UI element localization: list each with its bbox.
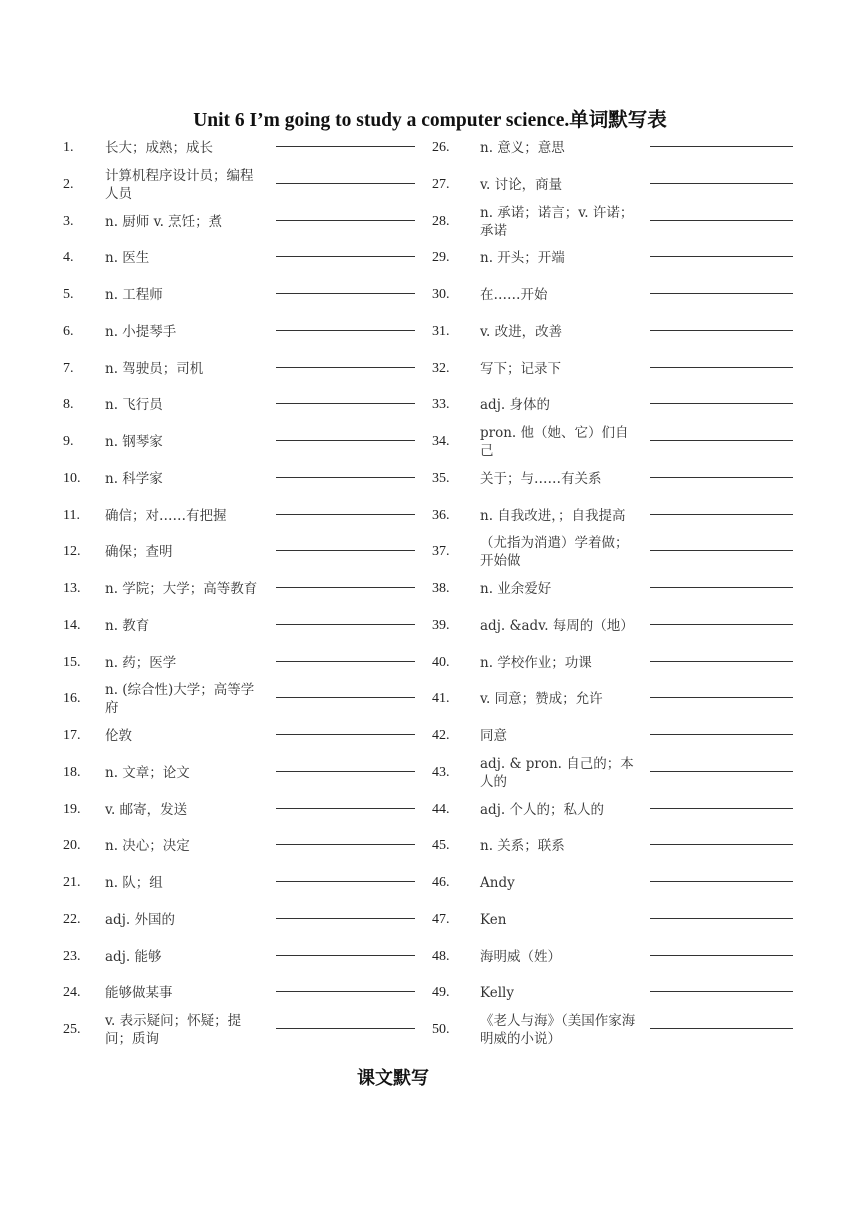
answer-line[interactable] [276, 293, 415, 294]
entry-definition: 长大；成熟；成长 [105, 140, 213, 156]
answer-line[interactable] [276, 991, 415, 992]
answer-line[interactable] [650, 183, 793, 184]
entry-definition: 关于；与……有关系 [480, 470, 602, 487]
table-row [0, 828, 860, 864]
entry-definition: 伦敦 [105, 728, 132, 744]
table-row [0, 645, 860, 681]
answer-line[interactable] [650, 624, 793, 625]
table-row [0, 608, 860, 644]
answer-line[interactable] [276, 330, 415, 331]
answer-line[interactable] [650, 918, 793, 919]
answer-line[interactable] [276, 403, 415, 404]
entry-number: 14. [63, 617, 81, 633]
answer-line[interactable] [650, 220, 793, 221]
answer-line[interactable] [276, 808, 415, 809]
entry-number: 50. [432, 1022, 450, 1037]
entry-definition: n. 承诺；诺言；v. 许诺；承诺 [480, 204, 634, 239]
entry-definition: n. 驾驶员；司机 [105, 360, 204, 377]
entry-definition: Andy [480, 875, 515, 891]
entry-number: 12. [63, 544, 81, 560]
answer-line[interactable] [276, 477, 415, 478]
answer-line[interactable] [650, 146, 793, 147]
entry-number: 34. [432, 434, 450, 449]
entry-definition: 在……开始 [480, 287, 548, 303]
answer-line[interactable] [276, 881, 415, 882]
entry-definition: n. 小提琴手 [105, 323, 177, 340]
answer-line[interactable] [276, 514, 415, 515]
table-row [0, 461, 860, 497]
page-title: Unit 6 I’m going to study a computer science.单词默写表 [193, 110, 667, 131]
answer-line[interactable] [650, 734, 793, 735]
answer-line[interactable] [650, 587, 793, 588]
table-row [0, 755, 860, 791]
answer-line[interactable] [276, 587, 415, 588]
entry-number: 2. [63, 176, 74, 192]
entry-definition: n. 教育 [105, 617, 150, 634]
answer-line[interactable] [276, 697, 415, 698]
entry-definition: v. 改进，改善 [480, 323, 563, 340]
answer-line[interactable] [650, 440, 793, 441]
answer-line[interactable] [276, 146, 415, 147]
entry-number: 1. [63, 140, 74, 155]
entry-definition: n. 药；医学 [105, 654, 177, 671]
entry-number: 47. [432, 911, 450, 927]
table-row [0, 314, 860, 350]
entry-number: 9. [63, 434, 74, 449]
entry-number: 7. [63, 360, 74, 376]
entry-number: 4. [63, 250, 74, 266]
entry-number: 6. [63, 323, 74, 339]
entry-number: 19. [63, 801, 81, 817]
entry-definition: 写下；记录下 [480, 360, 561, 377]
entry-number: 32. [432, 360, 450, 376]
answer-line[interactable] [650, 808, 793, 809]
entry-definition: adj. &adv. 每周的（地） [480, 617, 634, 634]
entry-definition: pron. 他（她、它）们自己 [480, 425, 629, 459]
answer-line[interactable] [650, 256, 793, 257]
entry-definition: adj. 外国的 [105, 911, 175, 928]
table-row [0, 975, 860, 1011]
entry-definition: n. 工程师 [105, 287, 163, 303]
entry-number: 24. [63, 985, 81, 1001]
entry-number: 18. [63, 764, 81, 780]
entry-definition: n. 队；组 [105, 875, 163, 891]
entry-definition: n. 学院；大学；高等教育 [105, 581, 258, 597]
answer-line[interactable] [650, 771, 793, 772]
answer-line[interactable] [650, 991, 793, 992]
entry-definition: 能够做某事 [105, 985, 173, 1002]
table-row [0, 571, 860, 607]
entry-definition: 海明威（姓） [480, 948, 561, 965]
answer-line[interactable] [650, 550, 793, 551]
answer-line[interactable] [650, 881, 793, 882]
answer-line[interactable] [650, 367, 793, 368]
entry-number: 48. [432, 948, 450, 964]
table-row [0, 865, 860, 901]
entry-number: 41. [432, 691, 450, 707]
entry-definition: v. 讨论，商量 [480, 176, 563, 193]
entry-definition: 《老人与海》（美国作家海明威的小说） [480, 1013, 636, 1047]
entry-number: 45. [432, 838, 450, 854]
answer-line[interactable] [276, 624, 415, 625]
entry-number: 49. [432, 985, 450, 1001]
answer-line[interactable] [276, 955, 415, 956]
entry-number: 38. [432, 581, 450, 596]
table-row [0, 387, 860, 423]
table-row [0, 130, 860, 166]
answer-line[interactable] [650, 330, 793, 331]
entry-definition: n. 决心；决定 [105, 838, 190, 855]
entry-definition: n. 医生 [105, 250, 150, 267]
answer-line[interactable] [650, 403, 793, 404]
entry-definition: n. 厨师 v. 烹饪；煮 [105, 213, 223, 230]
table-row [0, 277, 860, 313]
answer-line[interactable] [276, 918, 415, 919]
entry-definition: v. 同意；赞成；允许 [480, 691, 603, 708]
table-row [0, 167, 860, 203]
entry-definition: n. 钢琴家 [105, 434, 163, 450]
entry-definition: n. 开头；开端 [480, 250, 565, 267]
entry-number: 25. [63, 1022, 81, 1037]
entry-number: 17. [63, 728, 81, 743]
entry-definition: adj. 能够 [105, 948, 162, 965]
answer-line[interactable] [650, 1028, 793, 1029]
answer-line[interactable] [276, 550, 415, 551]
entry-number: 16. [63, 691, 81, 707]
table-row [0, 424, 860, 460]
entry-number: 43. [432, 764, 450, 780]
answer-line[interactable] [650, 661, 793, 662]
entry-number: 33. [432, 397, 450, 413]
answer-line[interactable] [276, 220, 415, 221]
entry-number: 5. [63, 287, 74, 302]
answer-line[interactable] [650, 293, 793, 294]
entry-definition: n. 关系；联系 [480, 838, 565, 855]
answer-line[interactable] [276, 844, 415, 845]
entry-definition: v. 表示疑问；怀疑；提问；质询 [105, 1013, 242, 1047]
answer-line[interactable] [276, 1028, 415, 1029]
answer-line[interactable] [650, 514, 793, 515]
answer-line[interactable] [276, 771, 415, 772]
entry-number: 39. [432, 617, 450, 633]
entry-number: 22. [63, 911, 81, 927]
entry-number: 46. [432, 875, 450, 890]
answer-line[interactable] [650, 955, 793, 956]
entry-definition: n. 意义；意思 [480, 140, 565, 156]
entry-number: 37. [432, 544, 450, 560]
entry-number: 36. [432, 507, 450, 523]
entry-number: 13. [63, 581, 81, 596]
entry-definition: Kelly [480, 985, 514, 1002]
entry-number: 30. [432, 287, 450, 302]
entry-definition: adj. 个人的；私人的 [480, 801, 604, 818]
entry-definition: n. 学校作业；功课 [480, 654, 592, 671]
entry-number: 35. [432, 470, 450, 486]
entry-definition: n. 业余爱好 [480, 581, 552, 597]
entry-definition: n. (综合性)大学；高等学府 [105, 682, 255, 717]
answer-line[interactable] [276, 256, 415, 257]
entry-number: 10. [63, 470, 81, 486]
entry-definition: n. 自我改进，；自我提高 [480, 507, 626, 524]
entry-number: 20. [63, 838, 81, 854]
entry-number: 44. [432, 801, 450, 817]
answer-line[interactable] [650, 477, 793, 478]
entry-number: 23. [63, 948, 81, 964]
table-row [0, 681, 860, 717]
answer-line[interactable] [276, 734, 415, 735]
entry-number: 27. [432, 176, 450, 192]
table-row [0, 351, 860, 387]
entry-definition: adj. & pron. 自己的；本人的 [480, 755, 634, 790]
entry-number: 40. [432, 654, 450, 670]
entry-definition: v. 邮寄，发送 [105, 801, 188, 818]
entry-number: 3. [63, 213, 74, 229]
answer-line[interactable] [276, 367, 415, 368]
entry-number: 28. [432, 213, 450, 229]
table-row [0, 718, 860, 754]
answer-line[interactable] [276, 661, 415, 662]
entry-number: 42. [432, 728, 450, 743]
entry-definition: n. 科学家 [105, 470, 163, 487]
entry-definition: 确信；对……有把握 [105, 507, 227, 524]
table-row [0, 792, 860, 828]
entry-definition: Ken [480, 911, 507, 928]
table-row [0, 939, 860, 975]
section-title: 课文默写 [357, 1068, 429, 1089]
entry-definition: （尤指为消遣）学着做；开始做 [480, 535, 629, 570]
table-row [0, 498, 860, 534]
entry-number: 26. [432, 140, 450, 155]
answer-line[interactable] [276, 183, 415, 184]
entry-number: 21. [63, 875, 81, 890]
answer-line[interactable] [650, 844, 793, 845]
entry-number: 29. [432, 250, 450, 266]
table-row [0, 902, 860, 938]
entry-definition: n. 文章；论文 [105, 764, 190, 781]
table-row [0, 1012, 860, 1048]
entry-number: 8. [63, 397, 74, 413]
table-row [0, 534, 860, 570]
table-row [0, 240, 860, 276]
entry-definition: 确保；查明 [105, 544, 173, 561]
entry-number: 11. [63, 507, 80, 523]
table-row [0, 204, 860, 240]
entry-number: 31. [432, 323, 450, 339]
entry-definition: 同意 [480, 728, 507, 744]
answer-line[interactable] [650, 697, 793, 698]
entry-definition: 计算机程序设计员；编程人员 [105, 167, 254, 202]
entry-definition: n. 飞行员 [105, 397, 163, 414]
entry-definition: adj. 身体的 [480, 397, 550, 414]
entry-number: 15. [63, 654, 81, 670]
answer-line[interactable] [276, 440, 415, 441]
